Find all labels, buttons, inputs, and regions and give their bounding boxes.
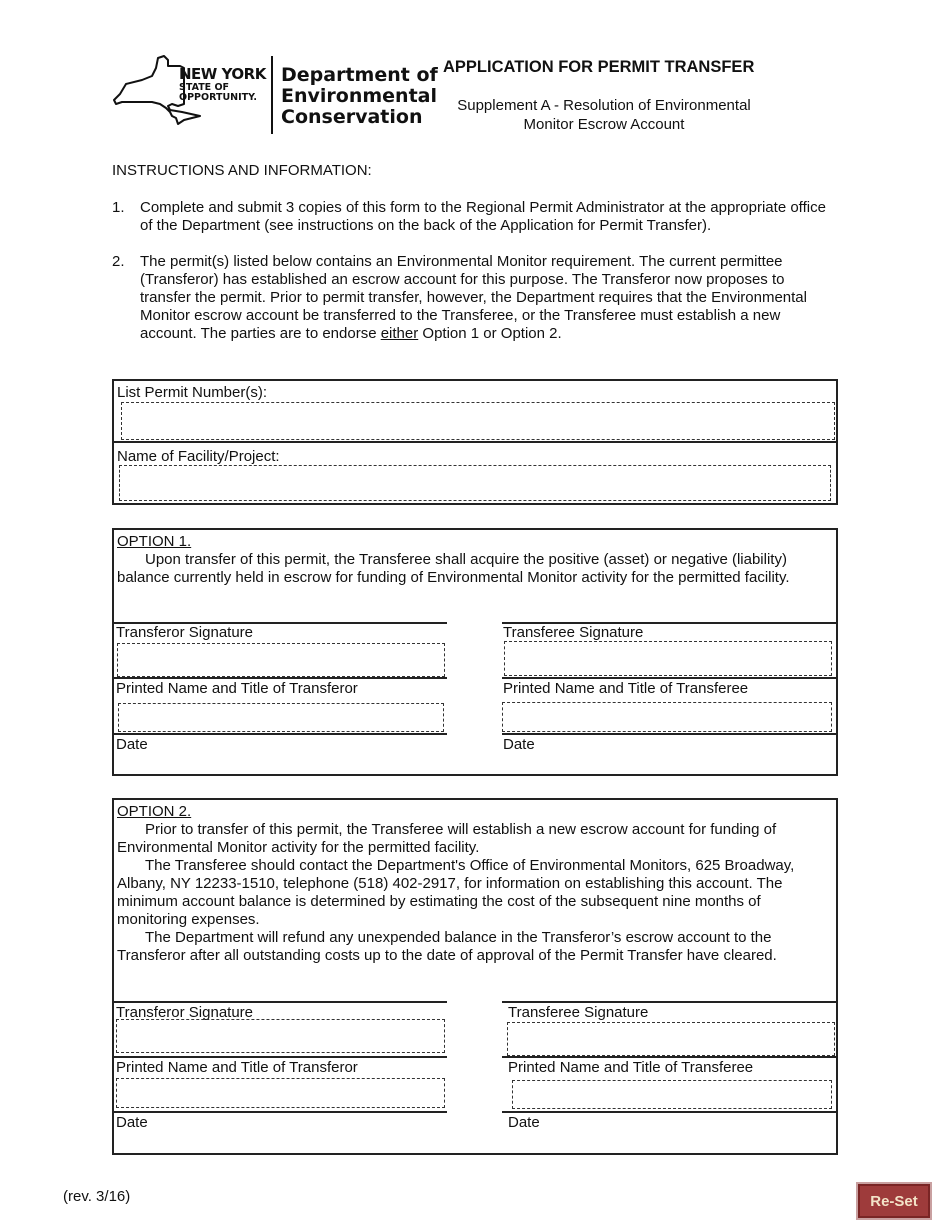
option1-heading: OPTION 1. [117,533,192,550]
option2-right-line-1 [502,1001,836,1003]
logo-tagline-2: OPPORTUNITY. [179,92,258,103]
option2-paragraph-3 [117,929,823,965]
option2-transferor-signature-label: Transferor Signature [116,1004,254,1021]
option2-right-line-2 [502,1056,836,1058]
permit-number-field[interactable] [121,402,835,440]
option2-transferee-name-field[interactable] [512,1080,832,1109]
instruction-number: 2. [112,253,125,270]
option1-transferor-name-label: Printed Name and Title of Transferor [116,680,358,697]
option1-transferor-name-input[interactable] [119,704,443,731]
option1-transferee-signature-input[interactable] [505,642,831,675]
option2-paragraph-3-text: The Department will refund any unexpended balance in the Transferor’s escrow account to the Transferor after all outstanding costs up to the date of approval of the Permit Transfer have cleared. [117,929,777,964]
option2-left-line-2 [114,1056,447,1058]
option1-date-label-right: Date [503,736,535,753]
option2-paragraph-2 [117,857,823,929]
reset-button[interactable]: Re-Set [856,1182,932,1220]
option1-transferee-name-label: Printed Name and Title of Transferee [503,680,749,697]
option2-left-line-3 [114,1111,447,1113]
option1-left-line-3 [114,733,447,735]
option2-paragraph-1-text: Prior to transfer of this permit, the Transferee will establish a new escrow account for funding of Environmental Monitor activity for the permitted facility. [117,821,777,856]
instruction-text: Complete and submit 3 copies of this form to the Regional Permit Administrator at the appropriate office of the Department (see instructions on the back of the Application for Permit Transfer). [140,199,826,234]
option1-transferee-name-field[interactable] [502,702,832,732]
option2-heading: OPTION 2. [117,803,192,820]
permit-number-input[interactable] [122,403,834,439]
option2-transferor-name-label: Printed Name and Title of Transferor [116,1059,358,1076]
page-subtitle-2: Monitor Escrow Account [523,116,685,133]
revision-note: (rev. 3/16) [63,1188,131,1205]
option2-transferee-signature-field[interactable] [507,1022,835,1056]
option1-right-line-3 [502,733,836,735]
option2-transferee-name-input[interactable] [513,1081,831,1108]
instructions-heading: INSTRUCTIONS AND INFORMATION: [112,162,372,179]
option2-date-label-right: Date [508,1114,540,1131]
permit-number-label: List Permit Number(s): [117,384,268,401]
option2-paragraph-2-text: The Transferee should contact the Department's Office of Environmental Monitors, 625 Broadway, Albany, NY 12233-1510, telephone (518) 402-2917, for information on establishing this account. The minimum account balance is determined by estimating the cost of the subsequent nine months of monitoring expenses. [117,857,795,928]
facility-name-input[interactable] [120,466,830,500]
option2-date-label-left: Date [116,1114,148,1131]
instruction-item-2 [112,253,832,343]
option2-paragraph-1 [117,821,823,857]
option1-transferee-name-input[interactable] [503,703,831,731]
instruction-item-1 [112,199,832,235]
instruction-text-end: Option 1 or Option 2. [418,325,562,342]
option1-right-line-2 [502,677,836,679]
facility-name-label: Name of Facility/Project: [117,448,280,465]
option2-transferee-signature-label: Transferee Signature [508,1004,649,1021]
instruction-text-emphasis: either [380,325,419,342]
option1-transferee-signature-label: Transferee Signature [503,624,644,641]
facility-name-field[interactable] [119,465,831,501]
option1-transferee-signature-field[interactable] [504,641,832,676]
instruction-text [140,253,832,343]
instruction-number: 1. [112,199,125,216]
option2-right-line-3 [502,1111,836,1113]
option1-text [117,551,829,587]
option2-left-line-1 [114,1001,447,1003]
page-subtitle-1: Supplement A - Resolution of Environmental [457,97,751,114]
option1-transferor-signature-label: Transferor Signature [116,624,254,641]
logo-state-name: NEW YORK [179,65,266,83]
page-title: APPLICATION FOR PERMIT TRANSFER [443,58,755,76]
option2-transferor-signature-input[interactable] [117,1020,444,1052]
option2-transferee-name-label: Printed Name and Title of Transferee [508,1059,754,1076]
option1-transferor-name-field[interactable] [118,703,444,732]
option2-transferor-name-field[interactable] [116,1078,445,1108]
option1-date-label-left: Date [116,736,148,753]
option1-text-content: Upon transfer of this permit, the Transferee shall acquire the positive (asset) or negative (liability) balance currently held in escrow for funding of Environmental Monitor activity for the permitted facility. [117,551,790,586]
option1-transferor-signature-input[interactable] [118,644,444,676]
option2-transferor-signature-field[interactable] [116,1019,445,1053]
logo-tagline-1: STATE OF [179,82,230,93]
option2-transferor-name-input[interactable] [117,1079,444,1107]
permit-box-divider [112,441,838,443]
option2-transferee-signature-input[interactable] [508,1023,834,1055]
logo-dept-line-3: Conservation [281,106,423,128]
logo-dept-line-1: Department of [281,64,438,86]
option1-transferor-signature-field[interactable] [117,643,445,677]
instruction-text-main: The permit(s) listed below contains an Environmental Monitor requirement. The current permittee (Transferor) has established an escrow account for this purpose. The Transferor now proposes to transfer the permit. Prior to permit transfer, however, the Department requires that the Environmental Monitor escrow account be transferred to the Transferee, or the Transferee must establish a new account. The parties are to endorse [140,253,807,342]
option1-left-line-2 [114,677,447,679]
logo-dept-line-2: Environmental [281,85,437,107]
option2-text [117,821,823,965]
logo-divider [271,56,273,134]
